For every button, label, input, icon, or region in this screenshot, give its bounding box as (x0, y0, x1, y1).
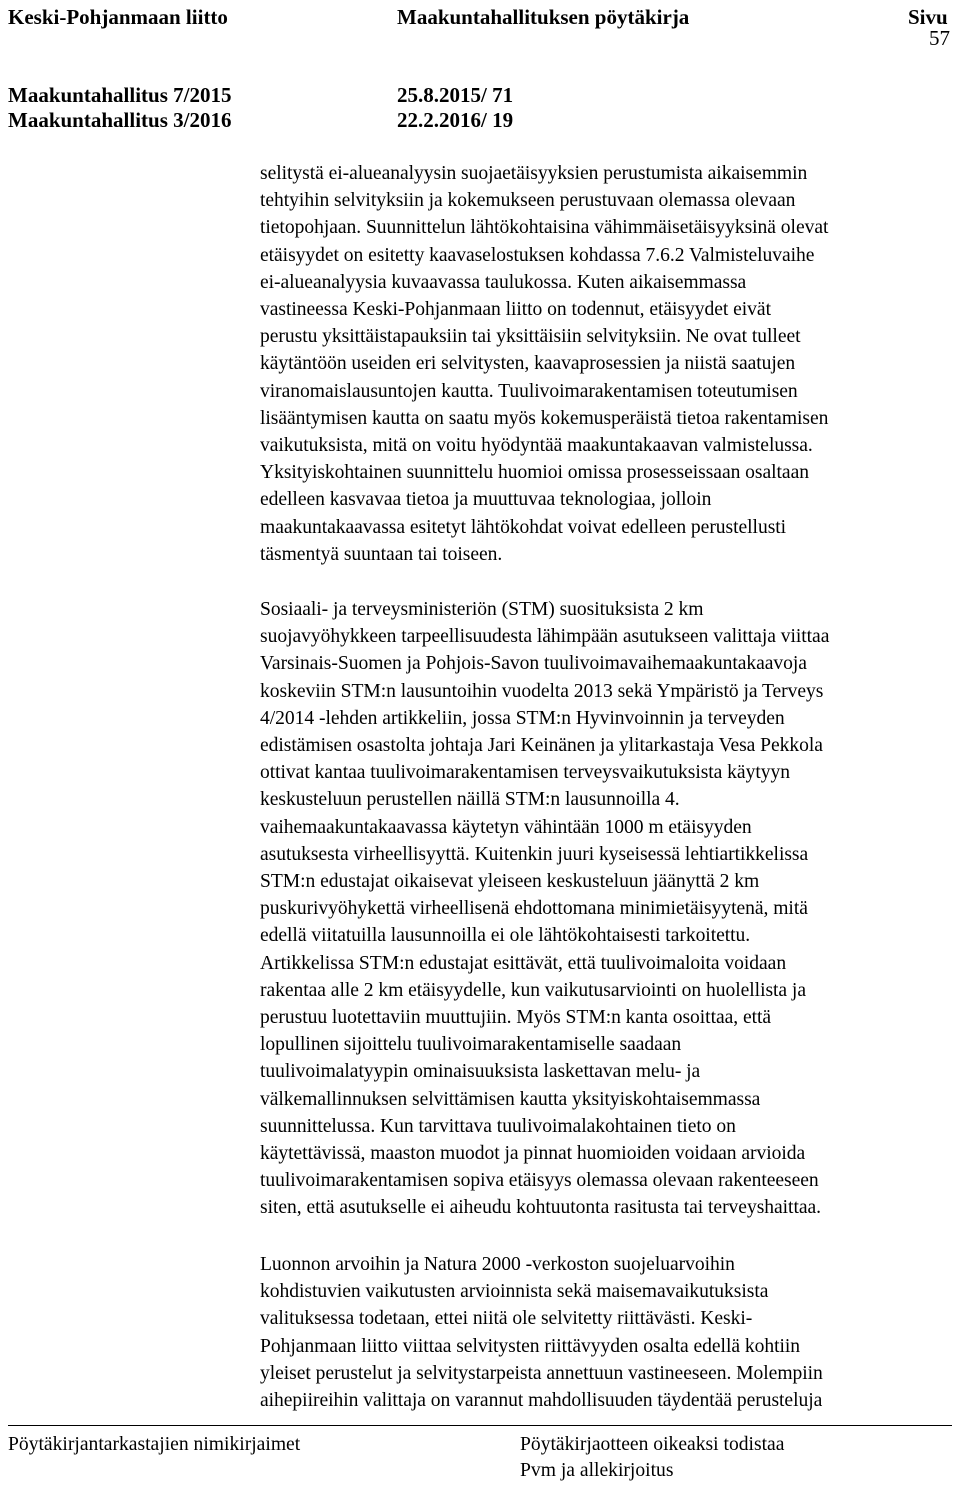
meeting-ref: 22.2.2016/ 19 (397, 108, 514, 132)
text-line: yleiset perustelut ja selvitystarpeista annettuun vastineeseen. Molempiin (260, 1362, 823, 1384)
text-line: välkemallinnuksen selvittämisen kautta yksityiskohtaisemmassa (260, 1088, 761, 1110)
text-line: vaikutuksista, mitä on voitu hyödyntää maakuntakaavan valmistelussa. (260, 435, 813, 457)
text-line: tietopohjaan. Suunnittelun lähtökohtaisina vähimmäisetäisyyksinä olevat (260, 217, 829, 239)
footer-divider (8, 1425, 952, 1426)
text-line: etäisyydet on esitetty kaavaselostuksen kohdassa 7.6.2 Valmisteluvaihe (260, 244, 815, 266)
text-line: vastineessa Keski-Pohjanmaan liitto on todennut, etäisyydet eivät (260, 299, 771, 321)
text-line: aihepiireihin valittaja on varannut mahdollisuuden täydentää perusteluja (260, 1390, 823, 1412)
meeting-row (8, 108, 513, 132)
text-line: asutuksesta virheellisyyttä. Kuitenkin juuri kyseisessä lehtiartikkelissa (260, 843, 809, 865)
body-paragraph (260, 160, 956, 568)
text-line: Varsinais-Suomen ja Pohjois-Savon tuulivoimavaihemaakuntakaavoja (260, 653, 807, 675)
text-line: täsmentyä suuntaan tai toiseen. (260, 543, 503, 565)
text-line: rakentaa alle 2 km etäisyydelle, kun vaikutusarviointi on huolellista ja (260, 979, 806, 1001)
text-line: suunnittelussa. Kun tarvittava tuulivoimalakohtainen tieto on (260, 1115, 736, 1137)
text-line: suojavyöhykkeen tarpeellisuudesta lähimpään asutukseen valittaja viittaa (260, 626, 830, 648)
footer-initials-label: Pöytäkirjantarkastajien nimikirjaimet (8, 1434, 301, 1455)
meeting-row (8, 83, 513, 107)
text-line: kohdistuvien vaikutusten arvioinnista sekä maisemavaikutuksista (260, 1281, 769, 1303)
text-line: 4/2014 -lehden artikkeliin, jossa STM:n Hyvinvoinnin ja terveyden (260, 707, 785, 729)
footer-date-signature-label: Pvm ja allekirjoitus (520, 1460, 674, 1481)
meeting-ref: 25.8.2015/ 71 (397, 83, 514, 107)
text-line: Artikkelissa STM:n edustajat esittävät, että tuulivoimaloita voidaan (260, 952, 787, 974)
body-paragraph (260, 1251, 956, 1414)
text-line: koskeviin STM:n lausuntoihin vuodelta 2013 sekä Ympäristö ja Terveys (260, 680, 824, 702)
text-line: selitystä ei-alueanalyysin suojaetäisyyksien perustumista aikaisemmin (260, 163, 808, 184)
text-line: käytettävissä, maaston muodot ja pinnat huomioiden voidaan arvioida (260, 1143, 806, 1165)
text-line: edellä viitatuilla lausunnoilla ei ole lähtökohtaisesti tarkoitettu. (260, 925, 751, 947)
text-line: edistämisen osastolta johtaja Jari Keinänen ja ylitarkastaja Vesa Pekkola (260, 735, 823, 757)
text-line: siten, että asutukselle ei aiheudu kohtuutonta rasitusta tai terveyshaittaa. (260, 1197, 821, 1219)
text-line: lisääntymisen kautta on saatu myös kokemusperäistä tietoa rakentamisen (260, 407, 829, 429)
document-type: Maakuntahallituksen pöytäkirja (397, 5, 690, 29)
text-line: STM:n edustajat oikaisevat yleiseen keskusteluun jäänyttä 2 km (260, 871, 760, 893)
text-line: valituksessa todetaan, ettei niitä ole selvitetty riittävästi. Keski- (260, 1308, 753, 1330)
text-line: perustu yksittäistapauksiin tai yksittäisiin selvityksiin. Ne ovat tulleet (260, 326, 801, 348)
text-line: tehtyihin selvityksiin ja kokemukseen perustuvaan olemassa olevaan (260, 190, 796, 212)
text-line: edelleen kasvavaa tietoa ja muuttuvaa teknologiaa, jolloin (260, 489, 712, 511)
text-line: maakuntakaavassa esitetyt lähtökohdat voivat edelleen perustellusti (260, 516, 787, 538)
meeting-name: Maakuntahallitus 3/2016 (8, 108, 232, 132)
footer-certification-label: Pöytäkirjaotteen oikeaksi todistaa (520, 1434, 785, 1455)
text-line: käytäntöön useiden eri selvitysten, kaavaprosessien ja niistä saatujen (260, 353, 796, 375)
text-line: ottivat kantaa tuulivoimarakentamisen terveysvaikutuksista käytyyn (260, 762, 790, 784)
body-paragraph (260, 596, 956, 1222)
meeting-name: Maakuntahallitus 7/2015 (8, 83, 232, 107)
text-line: lopullinen sijoittelu tuulivoimarakentamiselle saadaan (260, 1034, 682, 1056)
text-line: Yksityiskohtainen suunnittelu huomioi omissa prosesseissaan osaltaan (260, 462, 809, 484)
text-line: keskusteluun perustellen näillä STM:n lausunnoilla 4. (260, 789, 680, 811)
text-line: vaihemaakuntakaavassa käytetyn vähintään 1000 m etäisyyden (260, 816, 752, 838)
organization-name: Keski-Pohjanmaan liitto (8, 5, 228, 29)
text-line: Pohjanmaan liitto viittaa selvitysten riittävyyden osalta edellä kohtiin (260, 1335, 801, 1357)
page-number: 57 (929, 26, 950, 50)
text-line: tuulivoimarakentamisen sopiva etäisyys olemassa olevaan rakenteeseen (260, 1170, 819, 1192)
text-line: puskurivyöhykettä virheellisenä ehdottomana minimietäisyytenä, mitä (260, 898, 808, 920)
text-line: Luonnon arvoihin ja Natura 2000 -verkoston suojeluarvoihin (260, 1254, 735, 1275)
page-label: Sivu (908, 5, 948, 29)
text-line: tuulivoimalatyypin ominaisuuksista laskettavan melu- ja (260, 1061, 701, 1083)
text-line: ei-alueanalyysia kuvaavassa taulukossa. Kuten aikaisemmassa (260, 271, 747, 293)
text-line: Sosiaali- ja terveysministeriön (STM) suosituksista 2 km (260, 599, 704, 620)
text-line: viranomaislausuntojen kautta. Tuulivoimarakentamisen toteutumisen (260, 380, 798, 402)
text-line: perustuu luotettaviin muuttujiin. Myös STM:n kanta osoittaa, että (260, 1007, 772, 1029)
